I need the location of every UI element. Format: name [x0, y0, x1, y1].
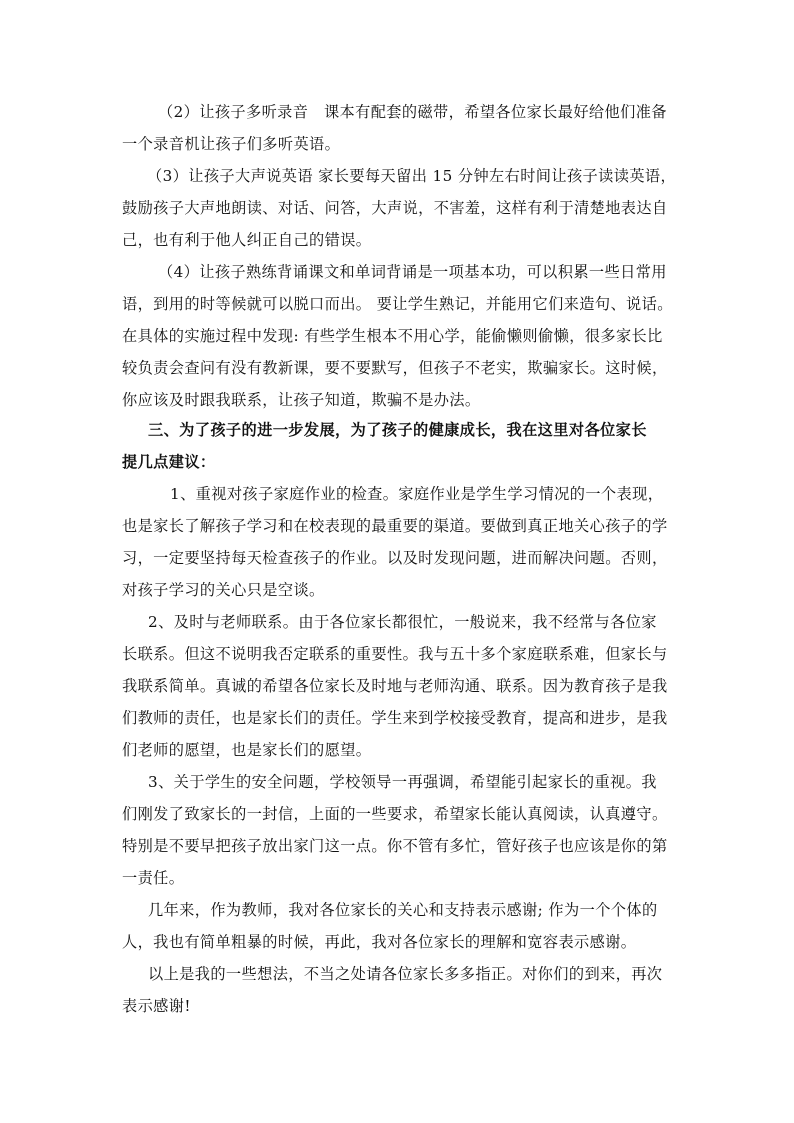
text-line: 鼓励孩子大声地朗读、对话、问答，大声说，不害羞，这样有利于清楚地表达自: [122, 199, 668, 217]
text-line: 们老师的愿望，也是家长们的愿望。: [122, 741, 372, 759]
text-line: 对孩子学习的关心只是空谈。: [122, 581, 325, 599]
text-line: 表示感谢!: [122, 997, 191, 1015]
text-line: 人，我也有简单粗暴的时候，再此，我对各位家长的理解和宽容表示感谢。: [122, 933, 637, 951]
text-line: 也是家长了解孩子学习和在校表现的最重要的渠道。要做到真正地关心孩子的学: [122, 517, 668, 535]
text-line: 长联系。但这不说明我否定联系的重要性。我与五十多个家庭联系难，但家长与: [122, 645, 668, 663]
text-line: 3、关于学生的安全问题，学校领导一再强调，希望能引起家长的重视。我: [148, 773, 657, 791]
text-line: （3）让孩子大声说英语 家长要每天留出 15 分钟左右时间让孩子读读英语，: [147, 167, 677, 185]
text-line: 2、及时与老师联系。由于各位家长都很忙，一般说来，我不经常与各位家: [148, 613, 657, 631]
text-line: （4）让孩子熟练背诵课文和单词背诵是一项基本功，可以积累一些日常用: [158, 263, 667, 281]
text-line: 们刚发了致家长的一封信，上面的一些要求，希望家长能认真阅读，认真遵守。: [122, 805, 668, 823]
text-line: 你应该及时跟我联系，让孩子知道，欺骗不是办法。: [122, 391, 481, 409]
text-line: 几年来，作为教师，我对各位家长的关心和支持表示感谢; 作为一个个体的: [148, 901, 658, 919]
text-line: 习，一定要坚持每天检查孩子的作业。以及时发现问题，进而解决问题。否则，: [122, 549, 668, 567]
text-line: 在具体的实施过程中发现: 有些学生根本不用心学，能偷懒则偷懒，很多家长比: [122, 327, 663, 345]
text-line: 一个录音机让孩子们多听英语。: [122, 135, 341, 153]
section-heading-cont: 提几点建议：: [122, 453, 216, 471]
text-line: 特别是不要早把孩子放出家门这一点。你不管有多忙，管好孩子也应该是你的第: [122, 837, 668, 855]
text-line: 一责任。: [122, 869, 185, 887]
section-heading: 三、为了孩子的进一步发展，为了孩子的健康成长，我在这里对各位家长: [148, 421, 647, 439]
text-line: 语，到用的时等候就可以脱口而出。 要让学生熟记，并能用它们来造句、说话。: [122, 295, 673, 313]
text-line: 1、重视对孩子家庭作业的检查。家庭作业是学生学习情况的一个表现，: [170, 485, 664, 503]
text-line: 己，也有利于他人纠正自己的错误。: [122, 231, 372, 249]
text-line: 我联系简单。真诚的希望各位家长及时地与老师沟通、联系。因为教育孩子是我: [122, 677, 668, 695]
text-line: （2）让孩子多听录音 课本有配套的磁带，希望各位家长最好给他们准备: [158, 103, 667, 121]
text-line: 较负责会查问有没有教新课，要不要默写，但孩子不老实，欺骗家长。这时候，: [122, 359, 668, 377]
text-line: 以上是我的一些想法，不当之处请各位家长多多指正。对你们的到来，再次: [148, 965, 663, 983]
text-line: 们教师的责任，也是家长们的责任。学生来到学校接受教育，提高和进步，是我: [122, 709, 668, 727]
